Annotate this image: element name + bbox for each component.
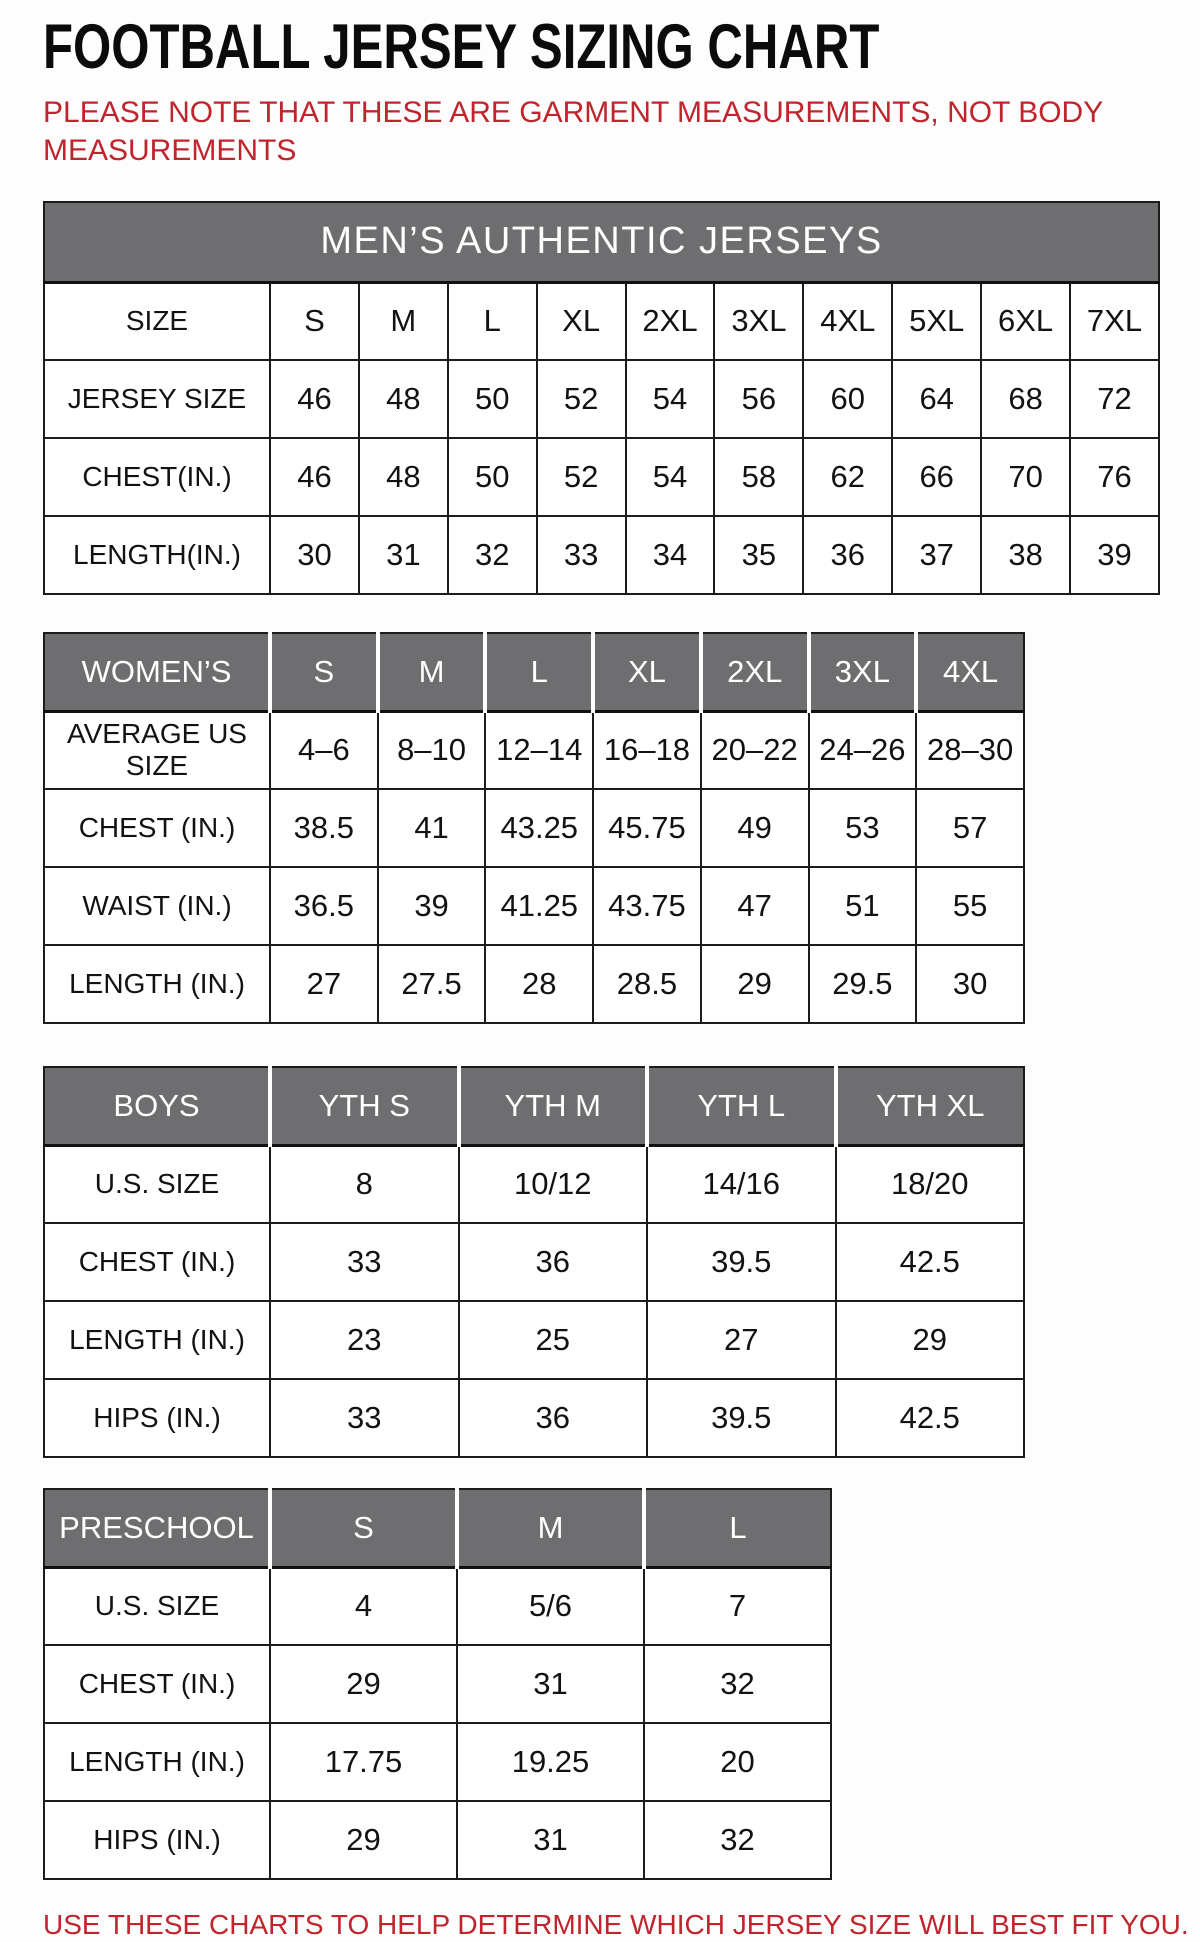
size-value-cell: 39 <box>378 867 486 945</box>
size-value-cell: 64 <box>892 360 981 438</box>
table-row <box>44 1223 1024 1301</box>
size-value-cell: 29 <box>270 1645 457 1723</box>
page-title-text: FOOTBALL JERSEY SIZING CHART <box>43 12 880 82</box>
column-header: M <box>457 1489 644 1567</box>
boys-sizing-table <box>43 1066 1025 1458</box>
size-value-cell: 54 <box>626 360 715 438</box>
size-value-cell: 34 <box>626 516 715 594</box>
womens-sizing-table <box>43 632 1025 1024</box>
size-value-cell: 53 <box>809 789 917 867</box>
size-value-cell: 20 <box>644 1723 831 1801</box>
size-value-cell: 20–22 <box>701 711 809 789</box>
table-row <box>44 438 1159 516</box>
table-header-row <box>44 633 1024 711</box>
column-header: YTH M <box>459 1067 648 1145</box>
size-value-cell: 33 <box>270 1379 459 1457</box>
table-row <box>44 867 1024 945</box>
size-value-cell: 38.5 <box>270 789 378 867</box>
size-value-cell: 55 <box>916 867 1024 945</box>
size-value-cell: 36 <box>459 1223 648 1301</box>
row-label: LENGTH(IN.) <box>44 516 270 594</box>
size-value-cell: 52 <box>537 438 626 516</box>
row-label: LENGTH (IN.) <box>44 945 270 1023</box>
table-row <box>44 1723 831 1801</box>
size-value-cell: 58 <box>714 438 803 516</box>
column-header: YTH S <box>270 1067 459 1145</box>
size-value-cell: 10/12 <box>459 1145 648 1223</box>
size-value-cell: 28 <box>485 945 593 1023</box>
column-header: M <box>378 633 486 711</box>
size-value-cell: 43.25 <box>485 789 593 867</box>
table-row <box>44 1301 1024 1379</box>
preschool-sizing-table <box>43 1488 832 1880</box>
size-value-cell: L <box>448 282 537 360</box>
size-value-cell: M <box>359 282 448 360</box>
column-header: XL <box>593 633 701 711</box>
size-value-cell: 54 <box>626 438 715 516</box>
size-value-cell: 68 <box>981 360 1070 438</box>
size-value-cell: 32 <box>644 1801 831 1879</box>
table-header-row <box>44 1067 1024 1145</box>
row-label: SIZE <box>44 282 270 360</box>
size-value-cell: 29.5 <box>809 945 917 1023</box>
size-value-cell: 37 <box>892 516 981 594</box>
size-value-cell: 31 <box>457 1801 644 1879</box>
size-value-cell: 66 <box>892 438 981 516</box>
size-value-cell: 12–14 <box>485 711 593 789</box>
size-value-cell: 19.25 <box>457 1723 644 1801</box>
size-value-cell: 39.5 <box>647 1223 836 1301</box>
mens-table-title: MEN’S AUTHENTIC JERSEYS <box>44 202 1159 282</box>
size-value-cell: 42.5 <box>836 1379 1025 1457</box>
column-header: S <box>270 633 378 711</box>
size-value-cell: 41 <box>378 789 486 867</box>
size-value-cell: 36 <box>803 516 892 594</box>
size-value-cell: 8–10 <box>378 711 486 789</box>
size-value-cell: 57 <box>916 789 1024 867</box>
row-label: LENGTH (IN.) <box>44 1723 270 1801</box>
table-row <box>44 789 1024 867</box>
size-value-cell: 6XL <box>981 282 1070 360</box>
table-row <box>44 945 1024 1023</box>
size-value-cell: 7XL <box>1070 282 1159 360</box>
row-label: AVERAGE US SIZE <box>44 711 270 789</box>
size-value-cell: 28.5 <box>593 945 701 1023</box>
row-label: WAIST (IN.) <box>44 867 270 945</box>
row-label: JERSEY SIZE <box>44 360 270 438</box>
column-header: YTH XL <box>836 1067 1025 1145</box>
size-value-cell: 36.5 <box>270 867 378 945</box>
column-header: 2XL <box>701 633 809 711</box>
size-value-cell: 62 <box>803 438 892 516</box>
size-value-cell: 50 <box>448 360 537 438</box>
table-row <box>44 711 1024 789</box>
column-header: S <box>270 1489 457 1567</box>
size-value-cell: 30 <box>916 945 1024 1023</box>
size-value-cell: 48 <box>359 438 448 516</box>
page-title <box>43 14 1200 80</box>
size-value-cell: 5/6 <box>457 1567 644 1645</box>
row-label: HIPS (IN.) <box>44 1379 270 1457</box>
size-value-cell: 32 <box>448 516 537 594</box>
row-label: CHEST (IN.) <box>44 1223 270 1301</box>
size-value-cell: 49 <box>701 789 809 867</box>
size-value-cell: 7 <box>644 1567 831 1645</box>
column-header: YTH L <box>647 1067 836 1145</box>
size-value-cell: 52 <box>537 360 626 438</box>
size-value-cell: 51 <box>809 867 917 945</box>
size-value-cell: 17.75 <box>270 1723 457 1801</box>
size-value-cell: 18/20 <box>836 1145 1025 1223</box>
size-value-cell: 42.5 <box>836 1223 1025 1301</box>
size-value-cell: 5XL <box>892 282 981 360</box>
mens-sizing-table <box>43 201 1160 595</box>
size-value-cell: 38 <box>981 516 1070 594</box>
boys-table-title: BOYS <box>44 1067 270 1145</box>
size-value-cell: 47 <box>701 867 809 945</box>
size-value-cell: XL <box>537 282 626 360</box>
row-label: CHEST (IN.) <box>44 1645 270 1723</box>
size-value-cell: 31 <box>457 1645 644 1723</box>
column-header: L <box>485 633 593 711</box>
size-value-cell: 27.5 <box>378 945 486 1023</box>
size-value-cell: S <box>270 282 359 360</box>
footer-note: USE THESE CHARTS TO HELP DETERMINE WHICH JERSEY SIZE WILL BEST FIT YOU. <box>43 1909 1189 1941</box>
size-value-cell: 60 <box>803 360 892 438</box>
table-banner-row <box>44 202 1159 282</box>
womens-table-title: WOMEN’S <box>44 633 270 711</box>
size-value-cell: 76 <box>1070 438 1159 516</box>
size-value-cell: 39 <box>1070 516 1159 594</box>
column-header: 3XL <box>809 633 917 711</box>
column-header: 4XL <box>916 633 1024 711</box>
size-value-cell: 23 <box>270 1301 459 1379</box>
size-value-cell: 31 <box>359 516 448 594</box>
size-value-cell: 32 <box>644 1645 831 1723</box>
size-value-cell: 25 <box>459 1301 648 1379</box>
table-row <box>44 1379 1024 1457</box>
size-value-cell: 2XL <box>626 282 715 360</box>
size-value-cell: 41.25 <box>485 867 593 945</box>
size-value-cell: 46 <box>270 360 359 438</box>
garment-measurements-note: PLEASE NOTE THAT THESE ARE GARMENT MEASUREMENTS, NOT BODY MEASUREMENTS <box>43 96 1103 167</box>
preschool-table-title: PRESCHOOL <box>44 1489 270 1567</box>
size-value-cell: 30 <box>270 516 359 594</box>
size-value-cell: 29 <box>701 945 809 1023</box>
size-value-cell: 28–30 <box>916 711 1024 789</box>
row-label: HIPS (IN.) <box>44 1801 270 1879</box>
size-value-cell: 27 <box>270 945 378 1023</box>
row-label: U.S. SIZE <box>44 1145 270 1223</box>
size-value-cell: 4XL <box>803 282 892 360</box>
size-value-cell: 29 <box>270 1801 457 1879</box>
size-value-cell: 14/16 <box>647 1145 836 1223</box>
table-row <box>44 1567 831 1645</box>
size-value-cell: 4 <box>270 1567 457 1645</box>
size-value-cell: 45.75 <box>593 789 701 867</box>
size-value-cell: 36 <box>459 1379 648 1457</box>
size-value-cell: 50 <box>448 438 537 516</box>
table-row <box>44 282 1159 360</box>
size-value-cell: 27 <box>647 1301 836 1379</box>
table-row <box>44 516 1159 594</box>
size-value-cell: 4–6 <box>270 711 378 789</box>
row-label: CHEST (IN.) <box>44 789 270 867</box>
row-label: LENGTH (IN.) <box>44 1301 270 1379</box>
size-value-cell: 3XL <box>714 282 803 360</box>
table-row <box>44 1645 831 1723</box>
size-value-cell: 43.75 <box>593 867 701 945</box>
size-value-cell: 33 <box>537 516 626 594</box>
size-value-cell: 56 <box>714 360 803 438</box>
size-value-cell: 46 <box>270 438 359 516</box>
row-label: CHEST(IN.) <box>44 438 270 516</box>
size-value-cell: 33 <box>270 1223 459 1301</box>
size-value-cell: 70 <box>981 438 1070 516</box>
size-value-cell: 48 <box>359 360 448 438</box>
column-header: L <box>644 1489 831 1567</box>
table-row <box>44 360 1159 438</box>
table-row <box>44 1801 831 1879</box>
table-row <box>44 1145 1024 1223</box>
row-label: U.S. SIZE <box>44 1567 270 1645</box>
size-value-cell: 16–18 <box>593 711 701 789</box>
size-value-cell: 8 <box>270 1145 459 1223</box>
size-value-cell: 39.5 <box>647 1379 836 1457</box>
size-value-cell: 72 <box>1070 360 1159 438</box>
tables <box>43 201 1200 1880</box>
size-value-cell: 29 <box>836 1301 1025 1379</box>
table-header-row <box>44 1489 831 1567</box>
size-value-cell: 24–26 <box>809 711 917 789</box>
size-value-cell: 35 <box>714 516 803 594</box>
